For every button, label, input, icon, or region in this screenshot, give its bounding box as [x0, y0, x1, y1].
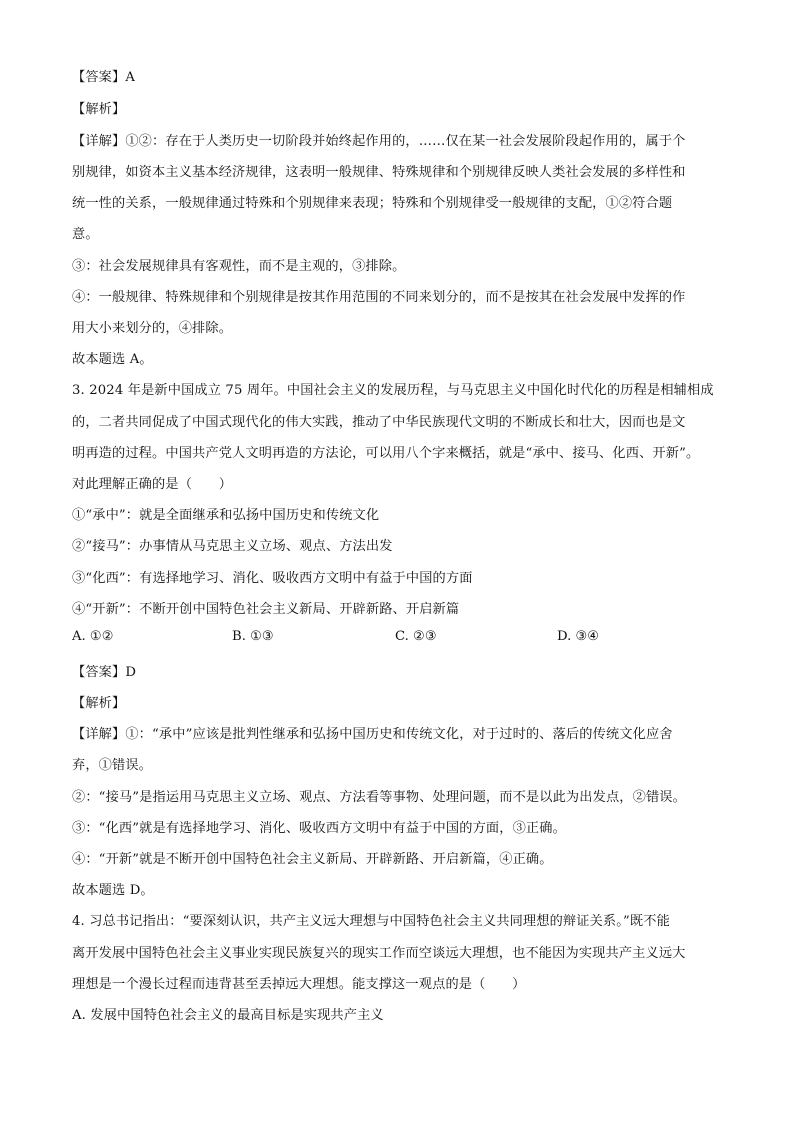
option-c: C. ②③: [395, 629, 437, 644]
detail-line: ③：“化西”就是有选择地学习、消化、吸收西方文明中有益于中国的方面，③正确。: [72, 821, 566, 836]
analysis-label: 【解析】: [72, 102, 126, 117]
detail-line: ②：“接马”是指运用马克思主义立场、观点、方法看等事物、处理问题，而不是以此为出发点，②错误。: [72, 790, 686, 805]
option-a: A. 发展中国特色社会主义的最高目标是实现共产主义: [72, 1008, 384, 1023]
answer-label: 【答案】A: [72, 70, 136, 85]
question-stem: 3. 2024 年是新中国成立 75 周年。中国社会主义的发展历程，与马克思主义中国化时代化的历程是相辅相成: [72, 383, 714, 398]
option-a: A. ①②: [72, 629, 114, 644]
analysis-label: 【解析】: [72, 696, 126, 711]
statement-item: ①“承中”：就是全面继承和弘扬中国历史和传统文化: [72, 508, 380, 523]
question-stem: 理想是一个漫长过程而违背甚至丢掉远大理想。能支撑这一观点的是（ ）: [72, 977, 526, 992]
detail-line: ④：一般规律、特殊规律和个别规律是按其作用范围的不同来划分的，而不是按其在社会发展中发挥的作: [72, 290, 686, 305]
statement-item: ②“接马”：办事情从马克思主义立场、观点、方法出发: [72, 539, 393, 554]
question-stem: 4. 习总书记指出：“要深刻认识，共产主义远大理想与中国特色社会主义共同理想的辩证关系。”既不能: [72, 914, 670, 929]
detail-line: ④：“开新”就是不断开创中国特色社会主义新局、开辟新路、开启新篇，④正确。: [72, 852, 553, 867]
statement-item: ③“化西”：有选择地学习、消化、吸收西方文明中有益于中国的方面: [72, 571, 473, 586]
answer-label: 【答案】D: [72, 665, 137, 680]
statement-item: ④“开新”：不断开创中国特色社会主义新局、开辟新路、开启新篇: [72, 602, 460, 617]
detail-line: 统一性的关系，一般规律通过特殊和个别规律来表现；特殊和个别规律受一般规律的支配，①②符合题: [72, 196, 673, 211]
detail-line: 弃，①错误。: [72, 758, 153, 773]
detail-line: 意。: [72, 227, 99, 242]
question-stem: 对此理解正确的是（ ）: [72, 477, 233, 492]
option-d: D. ③④: [557, 629, 600, 644]
detail-line: 【详解】①②：存在于人类历史一切阶段并始终起作用的，……仅在某一社会发展阶段起作用的，属于个: [72, 134, 686, 149]
detail-line: 用大小来划分的，④排除。: [72, 321, 233, 336]
detail-line: 别规律，如资本主义基本经济规律，这表明一般规律、特殊规律和个别规律反映人类社会发展的多样性和: [72, 165, 686, 180]
question-stem: 离开发展中国特色社会主义事业实现民族复兴的现实工作而空谈远大理想，也不能因为实现共产主义远大: [72, 946, 686, 961]
detail-line: 【详解】①：“承中”应该是批判性继承和弘扬中国历史和传统文化，对于过时的、落后的传统文化应舍: [72, 727, 673, 742]
conclusion-line: 故本题选 A。: [72, 352, 153, 367]
question-stem: 的，二者共同促成了中国式现代化的伟大实践，推动了中华民族现代文明的不断成长和壮大，因而也是文: [72, 415, 686, 430]
question-stem: 明再造的过程。中国共产党人文明再造的方法论，可以用八个字来概括，就是“承中、接马、化西、开新”。: [72, 446, 700, 461]
detail-line: ③：社会发展规律具有客观性，而不是主观的，③排除。: [72, 259, 406, 274]
conclusion-line: 故本题选 D。: [72, 883, 154, 898]
option-b: B. ①③: [232, 629, 274, 644]
